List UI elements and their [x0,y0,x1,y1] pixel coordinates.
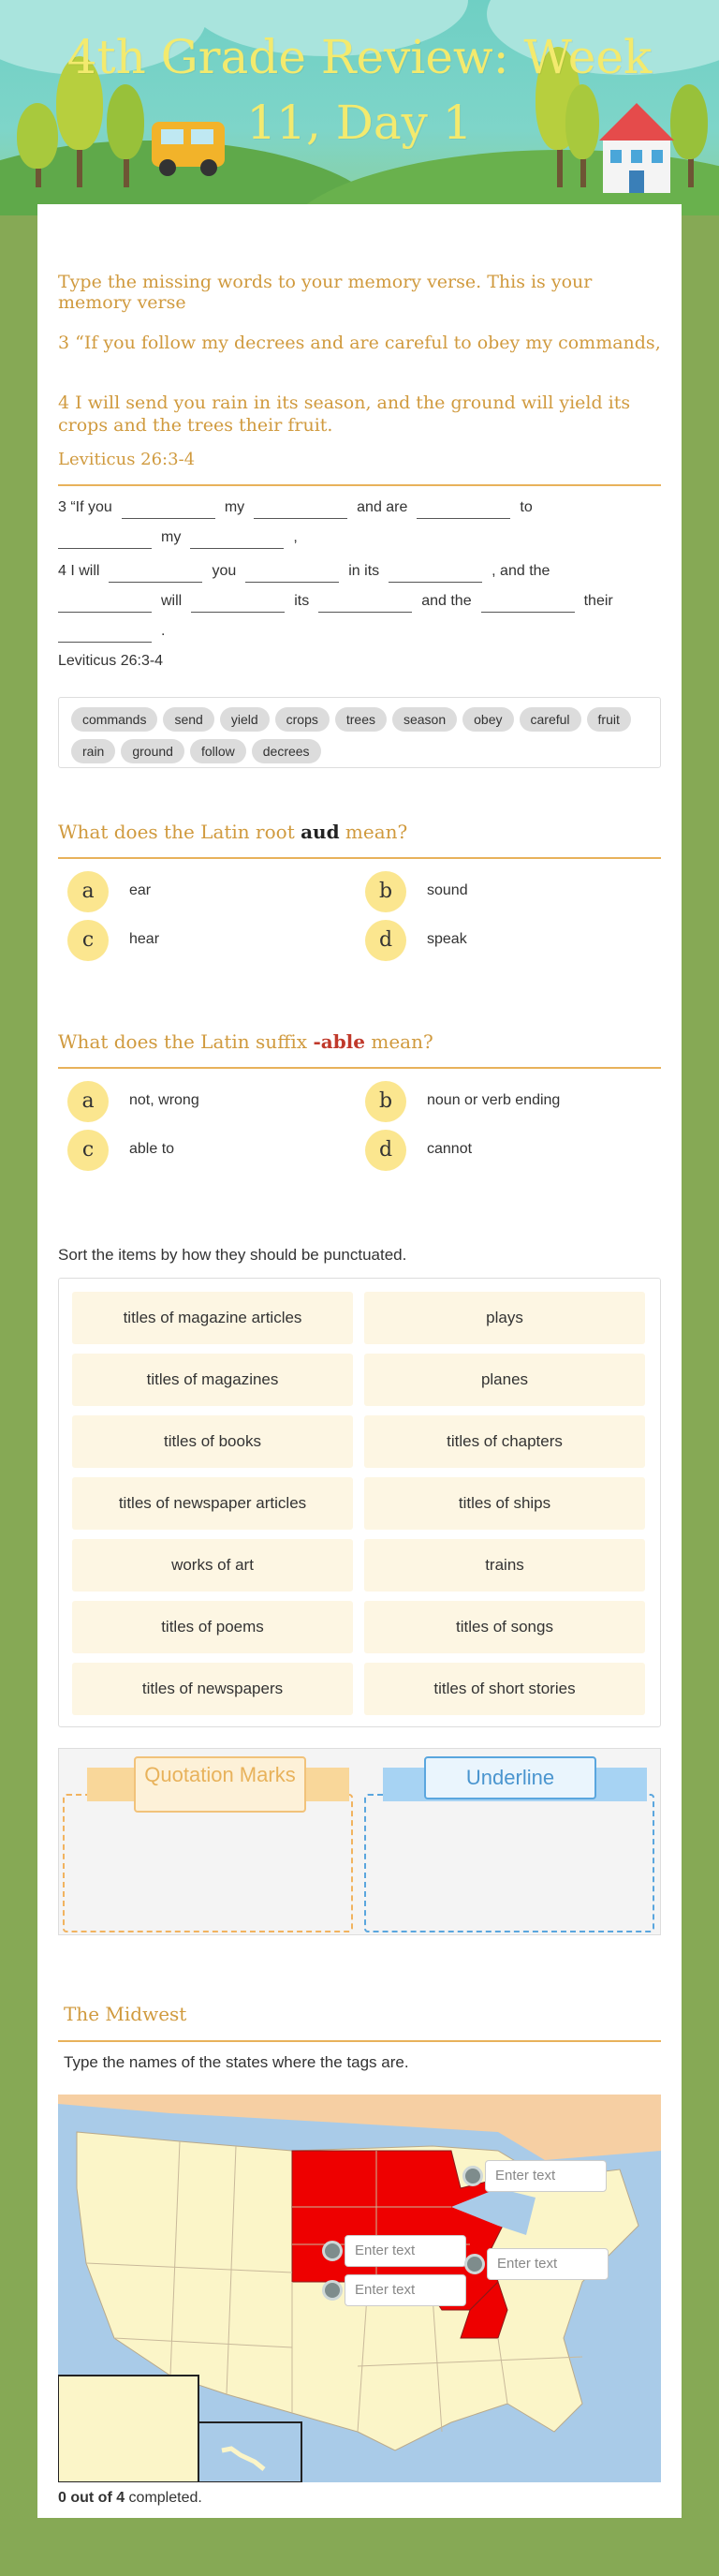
option-label: able to [129,1141,175,1157]
sort-item[interactable]: titles of books [72,1415,353,1468]
verse-text: , and the [492,563,550,579]
verse-text: . [161,623,166,639]
question-term: -able [313,1030,366,1053]
option-label: sound [427,882,468,898]
word-chip[interactable]: send [163,707,213,732]
header-banner [0,0,719,215]
verse-text: my [161,529,182,545]
word-chip[interactable]: ground [121,739,184,763]
blank-input[interactable] [318,594,412,613]
word-chip[interactable]: trees [335,707,387,732]
blank-input[interactable] [190,530,284,549]
divider [58,484,661,486]
word-chip[interactable]: obey [462,707,513,732]
q1-option-b[interactable] [356,871,655,912]
map-instruction: Type the names of the states where the tags are. [64,2053,409,2071]
verse-text: its [294,593,310,609]
divider [58,1067,661,1069]
q2-option-b[interactable] [356,1081,655,1122]
question-text: What does the Latin root [58,821,301,843]
sort-item[interactable]: titles of poems [72,1601,353,1653]
verse-text: in its [348,563,380,579]
fill-row-4 [49,590,613,613]
map-tag-marker [464,2254,485,2274]
option-letter-badge: a [67,1081,109,1122]
option-label: hear [129,931,160,947]
option-letter-badge: b [365,1081,406,1122]
sort-categories [58,1748,661,1935]
sort-item[interactable]: titles of newspapers [72,1663,353,1715]
verse-text: 3 “If you [58,499,112,515]
sort-item[interactable]: titles of newspaper articles [72,1477,353,1530]
map-heading: The Midwest [64,2003,187,2025]
word-chip[interactable]: decrees [252,739,321,763]
blank-input[interactable] [109,564,202,583]
word-chip[interactable]: commands [71,707,157,732]
drop-zone-underline[interactable] [364,1794,654,1932]
blank-input[interactable] [481,594,575,613]
sort-item[interactable]: works of art [72,1539,353,1591]
verse-text: and are [357,499,408,515]
word-chip[interactable]: crops [275,707,330,732]
fill-row-1 [58,496,533,519]
blank-input[interactable] [58,624,152,643]
verse-text: to [520,499,533,515]
blank-input[interactable] [245,564,339,583]
option-letter-badge: d [365,920,406,961]
progress-label: completed. [125,2490,202,2506]
word-bank [58,697,661,768]
option-label: speak [427,931,467,947]
fill-row-3 [58,560,550,583]
sort-item[interactable]: titles of chapters [364,1415,645,1468]
fill-row-5 [49,620,165,643]
question-1-prompt [58,821,661,843]
question-term: aud [301,821,340,843]
category-quotation-marks: Quotation Marks [134,1756,306,1813]
blank-input[interactable] [191,594,285,613]
sort-items-box [58,1278,661,1727]
q2-option-a[interactable] [58,1081,358,1122]
sort-item[interactable]: titles of magazine articles [72,1292,353,1344]
word-chip[interactable]: yield [220,707,270,732]
word-chip[interactable]: careful [520,707,581,732]
q2-option-d[interactable] [356,1130,655,1171]
option-label: ear [129,882,152,898]
question-text: mean? [339,821,408,843]
map-tag-input[interactable]: Enter text [485,2160,607,2192]
sort-item[interactable]: titles of magazines [72,1354,353,1406]
q2-option-c[interactable] [58,1130,358,1171]
q1-option-c[interactable] [58,920,358,961]
fill-row-2 [49,526,298,549]
word-chip[interactable]: season [392,707,457,732]
question-2-prompt [58,1030,661,1053]
blank-input[interactable] [417,500,510,519]
progress-text [58,2490,661,2507]
verse-instruction: Type the missing words to your memory verse. This is your memory verse [58,272,593,313]
blank-input[interactable] [122,500,215,519]
verse-reference: Leviticus 26:3-4 [58,653,164,669]
option-letter-badge: c [67,1130,109,1171]
verse-text: and the [421,593,472,609]
map-tag-marker [322,2241,343,2261]
sort-item[interactable]: planes [364,1354,645,1406]
word-chip[interactable]: rain [71,739,115,763]
option-letter-badge: b [365,871,406,912]
sort-item[interactable]: titles of songs [364,1601,645,1653]
option-label: noun or verb ending [427,1092,561,1108]
activity-card [37,204,682,2518]
verse-line-2: 4 I will send you rain in its season, and the ground will yield its crops and the trees their fruit. [58,392,631,436]
blank-input[interactable] [389,564,482,583]
sort-item[interactable]: titles of ships [364,1477,645,1530]
sort-item[interactable]: trains [364,1539,645,1591]
page-title: 4th Grade Review: Week 11, Day 1 [66,30,653,150]
sort-item[interactable]: titles of short stories [364,1663,645,1715]
verse-text: their [583,593,613,609]
verse-text: 4 I will [58,563,100,579]
map-tag-input[interactable]: Enter text [487,2248,609,2280]
map-tag-marker [322,2280,343,2301]
blank-input[interactable] [58,530,152,549]
map-tag-input[interactable]: Enter text [345,2274,466,2306]
question-text: mean? [365,1030,433,1053]
divider [58,2040,661,2042]
verse-line-1: 3 “If you follow my decrees and are careful to obey my commands, [58,333,661,353]
drop-zone-quotation-marks[interactable] [63,1794,353,1932]
map-tag-marker [462,2166,483,2186]
option-letter-badge: a [67,871,109,912]
blank-input[interactable] [58,594,152,613]
sort-item[interactable]: plays [364,1292,645,1344]
option-letter-badge: c [67,920,109,961]
word-chip[interactable]: follow [190,739,246,763]
q1-option-a[interactable] [58,871,358,912]
q1-option-d[interactable] [356,920,655,961]
map-tag-input[interactable]: Enter text [345,2235,466,2267]
blank-input[interactable] [254,500,347,519]
sort-instruction: Sort the items by how they should be punctuated. [58,1246,407,1264]
progress-count: 0 out of 4 [58,2490,125,2506]
divider [58,857,661,859]
verse-text: my [224,499,245,515]
option-label: not, wrong [129,1092,199,1108]
verse-text: , [293,529,298,545]
verse-text: will [161,593,183,609]
us-map [58,2095,661,2482]
category-underline: Underline [424,1756,596,1799]
option-label: cannot [427,1141,473,1157]
option-letter-badge: d [365,1130,406,1171]
word-chip[interactable]: fruit [587,707,631,732]
question-text: What does the Latin suffix [58,1030,314,1053]
verse-reference-heading: Leviticus 26:3-4 [58,450,196,469]
verse-text: you [212,563,237,579]
